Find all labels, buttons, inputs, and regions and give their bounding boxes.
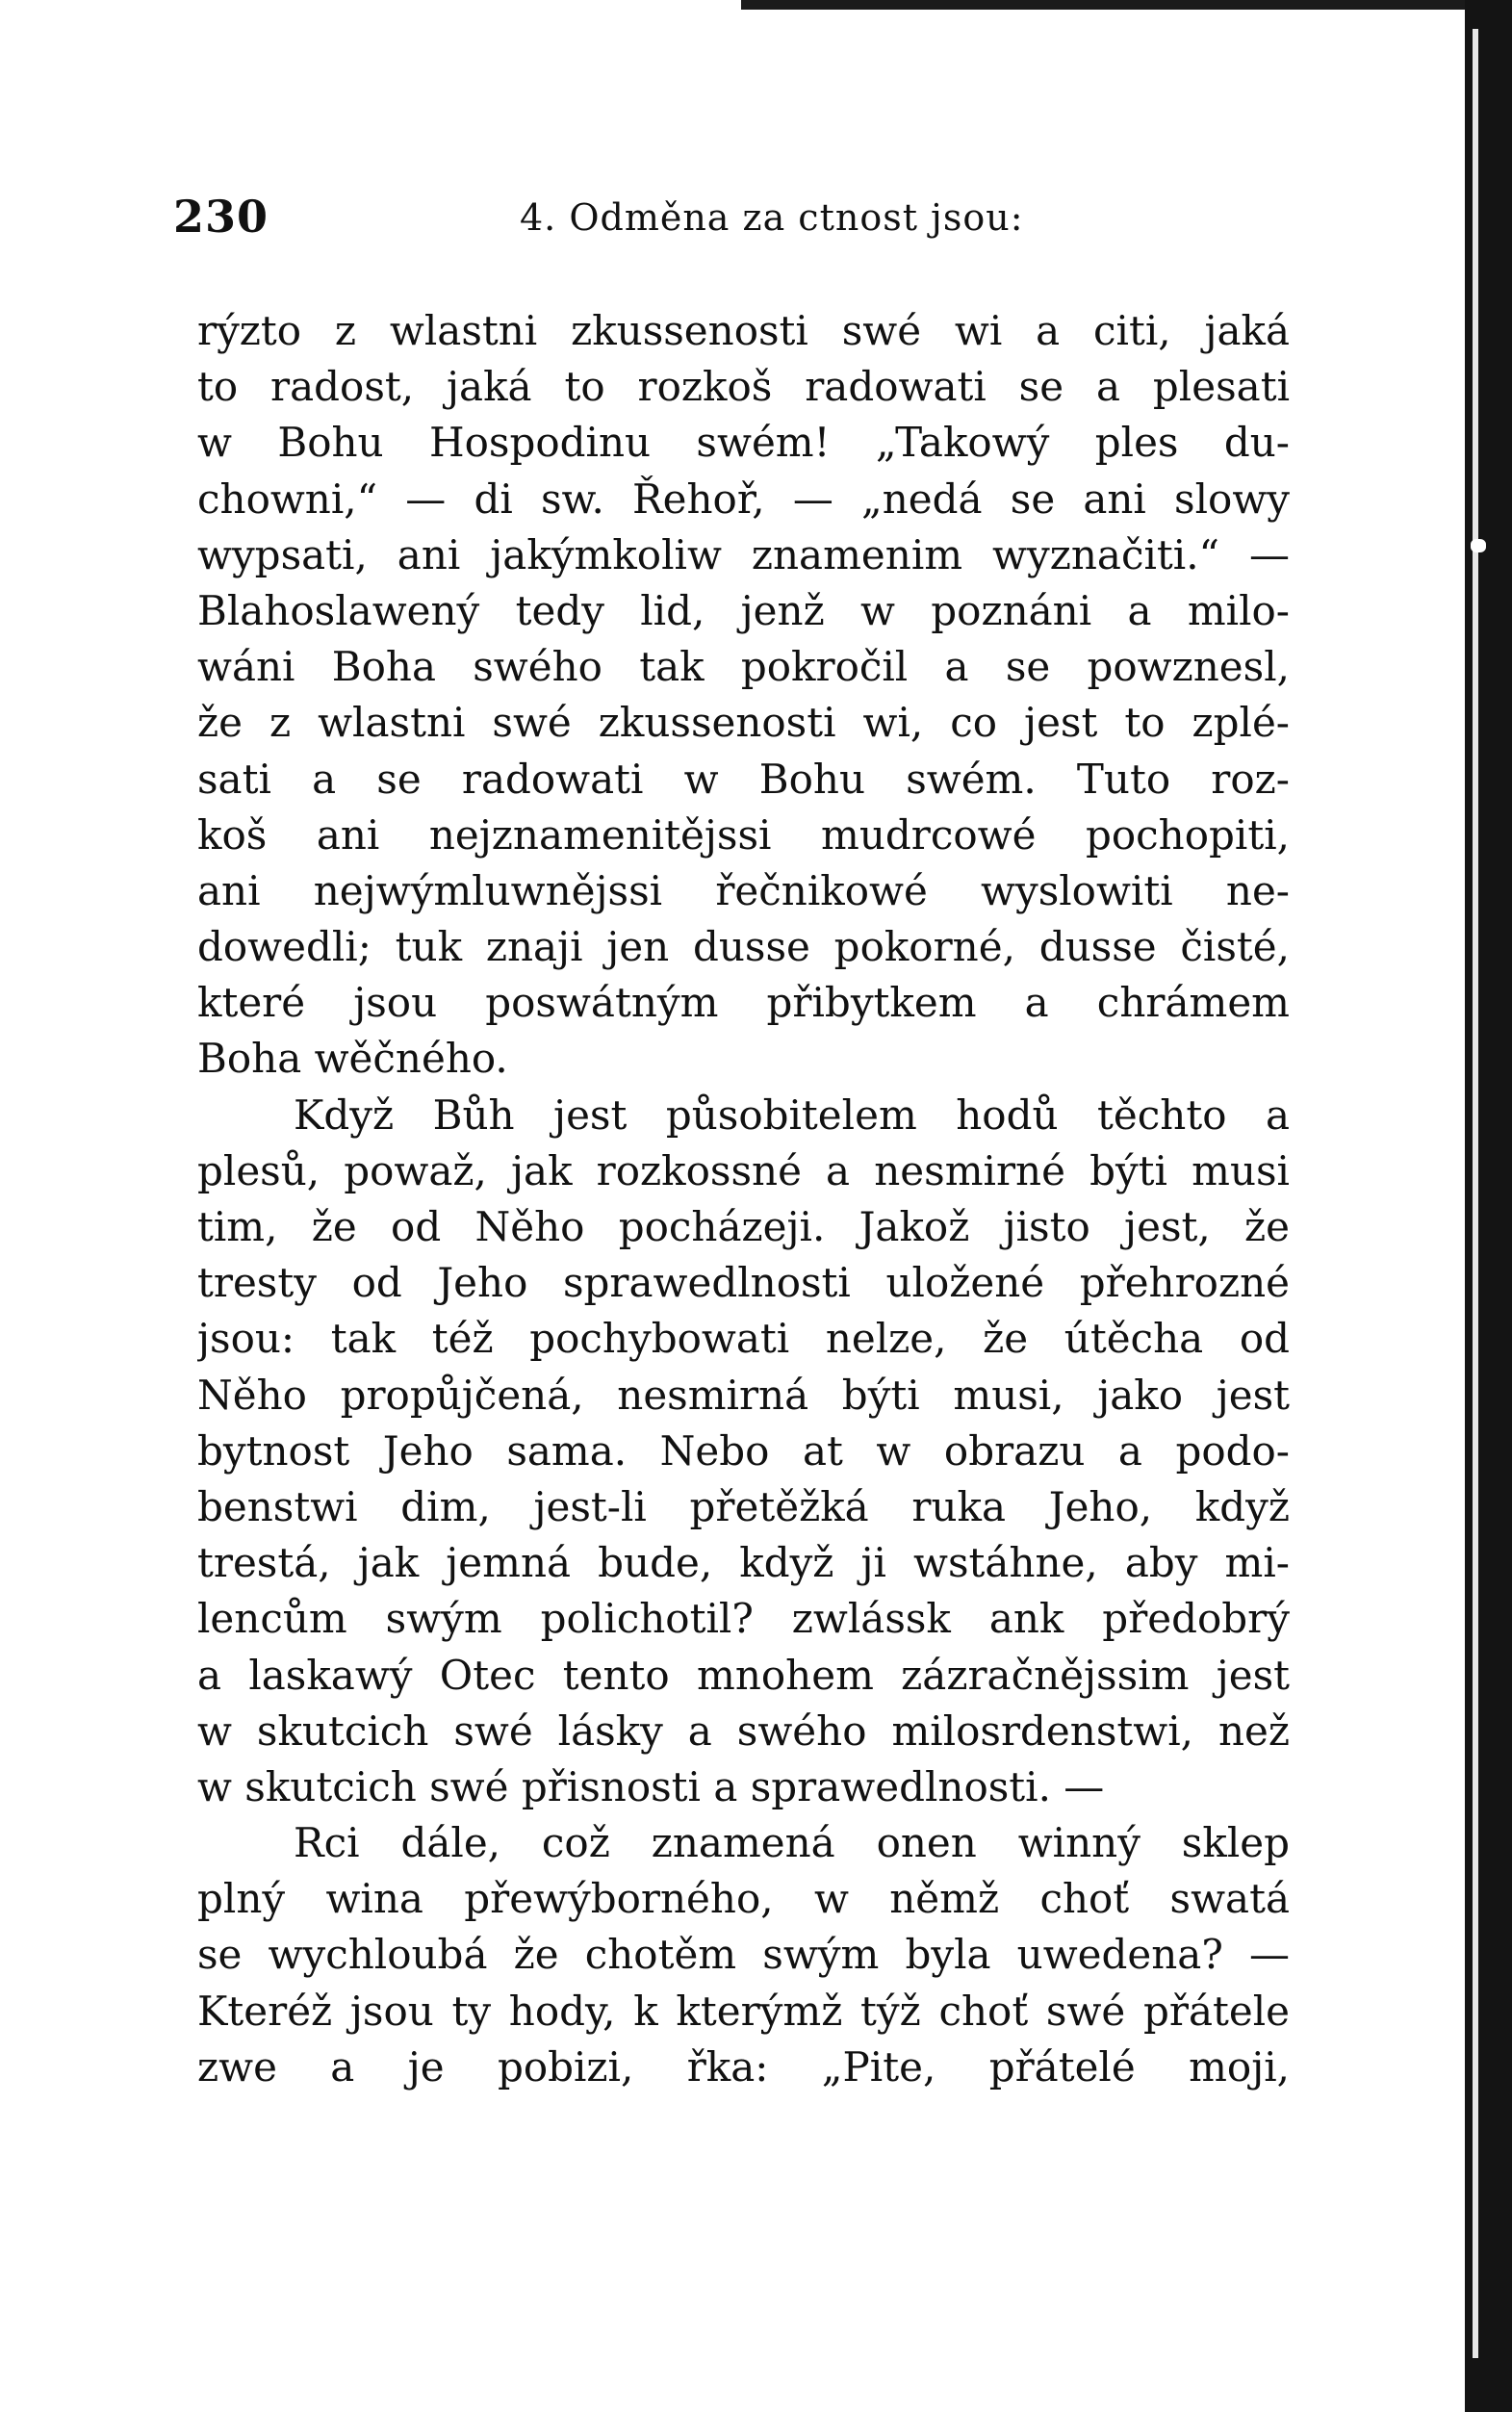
text-line: ani nejwýmluwnějssi řečnikowé wyslowiti ne- bbox=[197, 866, 1290, 914]
text-line: Rci dále, což znamená onen winný sklep bbox=[294, 1819, 1290, 1867]
text-line: plesů, powaž, jak rozkossné a nesmirné býti musi bbox=[197, 1146, 1290, 1194]
text-line: a laskawý Otec tento mnohem zázračnějssim jest bbox=[197, 1651, 1290, 1699]
text-line: wáni Boha swého tak pokročil a se powznesl, bbox=[197, 643, 1290, 691]
text-line: zwe a je pobizi, řka: „Pite, přátelé moji, bbox=[197, 2042, 1290, 2091]
text-line: Když Bůh jest působitelem hodů těchto a bbox=[294, 1091, 1290, 1139]
text-line: Kteréž jsou ty hody, k kterýmž týž choť swé přátele bbox=[197, 1987, 1290, 2035]
text-line: že z wlastni swé zkussenosti wi, co jest to zplé- bbox=[197, 699, 1290, 747]
text-line: rýzto z wlastni zkussenosti swé wi a citi, jaká bbox=[197, 307, 1290, 354]
page-header bbox=[173, 191, 1290, 258]
text-line: dowedli; tuk znaji jen dusse pokorné, dusse čisté, bbox=[197, 923, 1290, 971]
text-line: Něho propůjčená, nesmirná býti musi, jako jest bbox=[197, 1371, 1290, 1419]
page-edge-line bbox=[1473, 29, 1478, 2358]
text-line: w skutcich swé přisnosti a sprawedlnosti. — bbox=[197, 1762, 1105, 1810]
page-number: 230 bbox=[173, 191, 269, 243]
running-head: 4. Odměna za ctnost jsou: bbox=[520, 196, 1024, 239]
text-line: Boha wěčného. bbox=[197, 1035, 508, 1083]
edge-mark bbox=[1471, 539, 1486, 552]
text-line: koš ani nejznamenitějssi mudrcowé pochopiti, bbox=[197, 810, 1290, 859]
text-line: w skutcich swé lásky a swého milosrdenstwi, než bbox=[197, 1706, 1290, 1755]
text-line: trestá, jak jemná bude, když ji wstáhne, aby mi- bbox=[197, 1539, 1290, 1587]
text-line: lencům swým polichotil? zwlássk ank předobrý bbox=[197, 1595, 1290, 1643]
text-line: tresty od Jeho sprawedlnosti uložené přehrozné bbox=[197, 1259, 1290, 1307]
text-line: jsou: tak též pochybowati nelze, že útěcha od bbox=[197, 1315, 1290, 1363]
text-line: chowni,“ — di sw. Řehoř, — „nedá se ani slowy bbox=[197, 475, 1290, 523]
text-line: bytnost Jeho sama. Nebo at w obrazu a podo- bbox=[197, 1426, 1290, 1475]
text-line: Blahoslawený tedy lid, jenž w poznáni a milo- bbox=[197, 586, 1290, 634]
text-line: wypsati, ani jakýmkoliw znamenim wyznačiti.“ — bbox=[197, 530, 1290, 578]
text-line: se wychloubá že chotěm swým byla uwedena? — bbox=[197, 1931, 1290, 1979]
text-line: které jsou poswátným přibytkem a chrámem bbox=[197, 979, 1290, 1027]
text-line: to radost, jaká to rozkoš radowati se a plesati bbox=[197, 363, 1290, 411]
text-line: benstwi dim, jest-li přetěžká ruka Jeho, když bbox=[197, 1482, 1290, 1530]
text-line: sati a se radowati w Bohu swém. Tuto roz- bbox=[197, 755, 1290, 803]
text-line: w Bohu Hospodinu swém! „Takowý ples du- bbox=[197, 419, 1290, 467]
top-edge-shadow bbox=[741, 0, 1465, 10]
text-line: plný wina přewýborného, w němž choť swatá bbox=[197, 1875, 1290, 1923]
body-text bbox=[197, 303, 1290, 2095]
text-line: tim, že od Něho pocházeji. Jakož jisto jest, že bbox=[197, 1203, 1290, 1250]
